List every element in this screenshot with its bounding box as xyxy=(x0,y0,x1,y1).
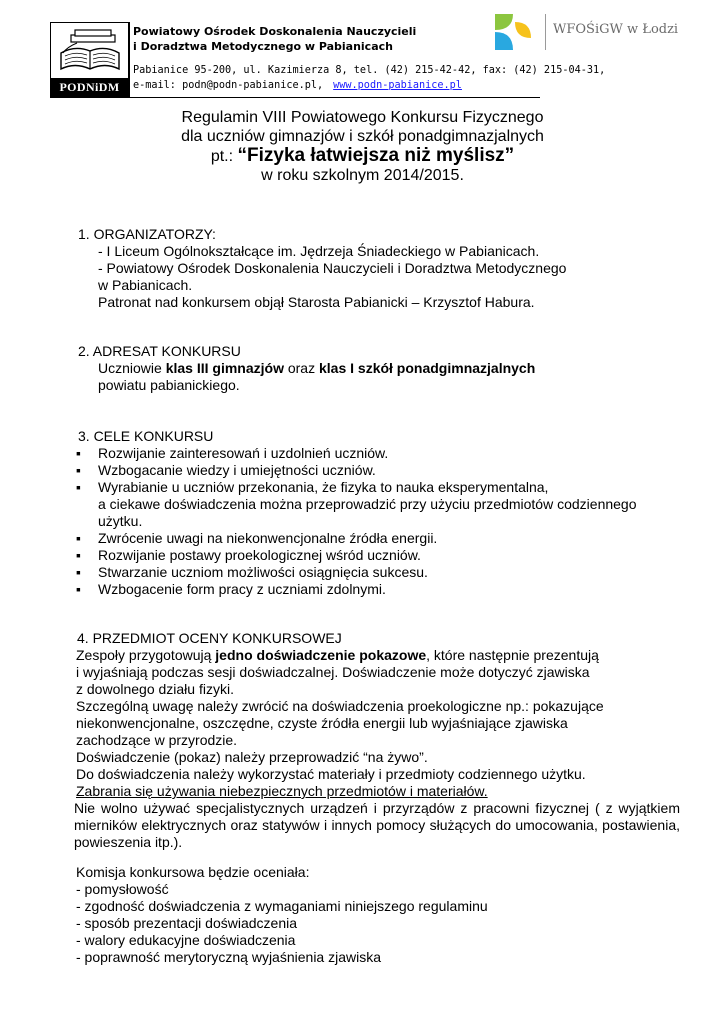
addressee-line-2: powiatu pabianickiego. xyxy=(98,377,240,393)
organization-name: Powiatowy Ośrodek Doskonalenia Nauczycieli i Doradztwa Metodycznego w Pabianicach xyxy=(133,25,417,53)
organizer-line-3: w Pabianicach. xyxy=(98,277,193,293)
section-4-heading: 4. PRZEDMIOT OCENY KONKURSOWEJ xyxy=(77,630,342,646)
title-line-1: Regulamin VIII Powiatowego Konkursu Fizycznego xyxy=(181,109,544,126)
title-line-4: w roku szkolnym 2014/2015. xyxy=(261,167,464,184)
subject-line-6: zachodzące w przyrodzie. xyxy=(76,732,238,748)
prohibition-line: Zabrania się używania niebezpiecznych przedmiotów i materiałów. xyxy=(76,783,488,799)
header-divider-horizontal xyxy=(50,97,540,98)
list-item: ▪ Rozwijanie postawy proekologicznej wśród uczniów. xyxy=(76,547,637,564)
sponsor-separator xyxy=(545,14,546,50)
website-link[interactable]: www.podn-pabianice.pl xyxy=(333,80,462,91)
live-demo-line: Doświadczenie (pokaz) należy przeprowadzić “na żywo”. xyxy=(76,749,428,765)
sponsor-logo xyxy=(493,10,679,54)
list-item: ▪ Rozwijanie zainteresowań i uzdolnień uczniów. xyxy=(76,445,637,462)
contest-name: “Fizyka łatwiejsza niż myślisz” xyxy=(237,145,515,166)
title-line-2: dla uczniów gimnazjów i szkół ponadgimnazjalnych xyxy=(181,128,544,145)
subject-line-3: z dowolnego działu fizyki. xyxy=(76,681,234,697)
header-divider-vertical xyxy=(129,22,130,98)
list-item: ▪ Stwarzanie uczniom możliwości osiągnięcia sukcesu. xyxy=(76,564,637,581)
subject-line-5: niekonwencjonalne, oszczędne, czyste źródła energii lub wyjaśniające zjawiska xyxy=(76,715,568,731)
title-line-3: pt.: “Fizyka łatwiejsza niż myślisz” xyxy=(210,145,515,166)
document-title xyxy=(0,108,725,185)
criteria-item: - poprawność merytoryczną wyjaśnienia zjawiska xyxy=(76,949,382,965)
sponsor-name: WFOŚiGW w Łodzi xyxy=(553,22,679,37)
open-book-icon xyxy=(57,29,123,73)
criteria-item: - pomysłowość xyxy=(76,881,169,897)
criteria-item: - walory edukacyjne doświadczenia xyxy=(76,932,296,948)
podn-logo xyxy=(50,22,129,98)
section-2-heading: 2. ADRESAT KONKURSU xyxy=(78,343,241,359)
organizer-line-2: - Powiatowy Ośrodek Doskonalenia Nauczycieli i Doradztwa Metodycznego xyxy=(98,260,567,276)
email-line: e-mail: podn@podn-pabianice.pl, www.podn-pabianice.pl xyxy=(133,80,462,91)
logo-text: PODNiDM xyxy=(51,78,128,97)
organization-contact xyxy=(133,63,605,93)
materials-line: Do doświadczenia należy wykorzystać materiały i przedmioty codziennego użytku. xyxy=(76,766,586,782)
subject-line-4: Szczególną uwagę należy zwrócić na doświadczenia proekologiczne np.: pokazujące xyxy=(76,698,604,714)
list-item: ▪ Zwrócenie uwagi na niekonwencjonalne źródła energii. xyxy=(76,530,637,547)
criteria-item: - zgodność doświadczenia z wymaganiami niniejszego regulaminu xyxy=(76,898,488,914)
subject-line-1: Zespoły przygotowują jedno doświadczenie pokazowe, które następnie prezentują xyxy=(76,647,599,663)
wfos-leaf-icon xyxy=(493,10,533,54)
patronage-line: Patronat nad konkursem objął Starosta Pabianicki – Krzysztof Habura. xyxy=(98,294,535,310)
subject-line-2: i wyjaśniają podczas sesji doświadczalnej. Doświadczenie może dotyczyć zjawiska xyxy=(76,664,590,680)
equipment-paragraph: Nie wolno używać specjalistycznych urządzeń i przyrządów z pracowni fizycznej ( z wyjątkiem mierników elektrycznych oraz statywów i innych pomocy służących do umocowania, postawienia, powieszenia itp.). xyxy=(74,800,680,850)
list-item: ▪ Wzbogacanie wiedzy i umiejętności uczniów. xyxy=(76,462,637,479)
address-line: Pabianice 95-200, ul. Kazimierza 8, tel. (42) 215-42-42, fax: (42) 215-04-31, xyxy=(133,65,606,76)
list-item: ▪ Wzbogacenie form pracy z uczniami zdolnymi. xyxy=(76,581,637,598)
criteria-heading: Komisja konkursowa będzie oceniała: xyxy=(76,864,310,880)
section-1-heading: 1. ORGANIZATORZY: xyxy=(78,226,216,242)
goals-list xyxy=(76,445,637,598)
addressee-line-1: Uczniowie klas III gimnazjów oraz klas I szkół ponadgimnazjalnych xyxy=(98,360,536,376)
organizer-line-1: - I Liceum Ogólnokształcące im. Jędrzeja Śniadeckiego w Pabianicach. xyxy=(98,243,540,259)
criteria-item: - sposób prezentacji doświadczenia xyxy=(76,915,298,931)
section-3-heading: 3. CELE KONKURSU xyxy=(78,428,214,444)
list-item: ▪ Wyrabianie u uczniów przekonania, że fizyka to nauka eksperymentalna, a ciekawe doświadczenia można przeprowadzić przy użyciu przedmiotów codziennego użytku. xyxy=(76,479,637,530)
